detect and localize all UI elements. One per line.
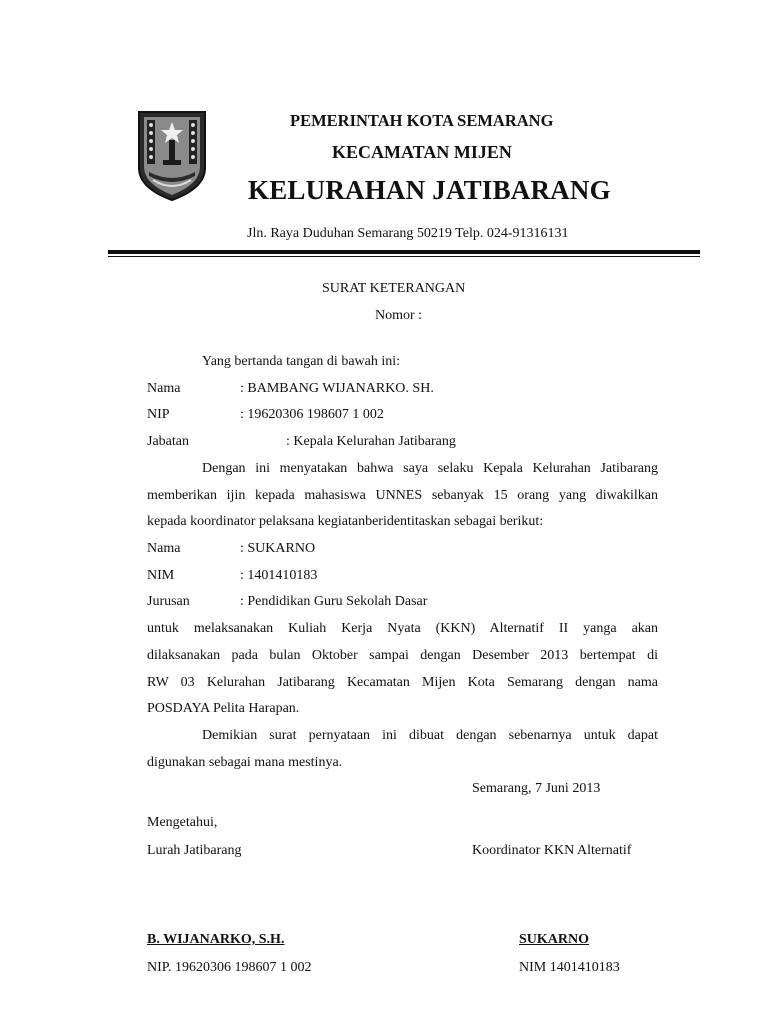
signer-nip-value: : 19620306 198607 1 002 [240,407,384,422]
paragraph-1-line-1: Dengan ini menyatakan bahwa saya selaku Kepala Kelurahan Jatibarang [202,461,658,476]
student-major-value: : Pendidikan Guru Sekolah Dasar [240,594,428,609]
letterhead-address: Jln. Raya Duduhan Semarang 50219 Telp. 024-91316131 [247,226,569,241]
student-nim-label: NIM [147,568,175,583]
student-nim-value: : 1401410183 [240,568,318,583]
left-signer-id: NIP. 19620306 198607 1 002 [147,960,312,975]
paragraph-3-line-1: Demikian surat pernyataan ini dibuat dengan sebenarnya untuk dapat [202,728,658,743]
document-title: SURAT KETERANGAN [322,281,466,296]
right-signer-id: NIM 1401410183 [519,960,620,975]
letterhead-divider-thin [108,256,700,257]
left-signer-name: B. WIJANARKO, S.H. [147,932,285,947]
student-name-value: : SUKARNO [240,541,316,556]
paragraph-1-line-3: kepada koordinator pelaksana kegiatanberidentitaskan sebagai berikut: [147,514,544,529]
paragraph-2-line-2: dilaksanakan pada bulan Oktober sampai dengan Desember 2013 bertempat di [147,648,658,663]
left-signer-title: Lurah Jatibarang [147,843,242,858]
acknowledged-label: Mengetahui, [147,815,218,830]
paragraph-2-line-4: POSDAYA Pelita Harapan. [147,701,300,716]
paragraph-3-line-2: digunakan sebagai mana mestinya. [147,755,343,770]
city-emblem-logo [137,110,207,202]
signer-name-value: : BAMBANG WIJANARKO. SH. [240,381,434,396]
signer-nip-label: NIP [147,407,170,422]
right-signer-name: SUKARNO [519,932,590,947]
student-name-label: Nama [147,541,181,556]
paragraph-2-line-3: RW 03 Kelurahan Jatibarang Kecamatan Mijen Kota Semarang dengan nama [147,675,658,690]
paragraph-2-line-1: untuk melaksanakan Kuliah Kerja Nyata (KKN) Alternatif II yanga akan [147,621,658,636]
signer-position-value: : Kepala Kelurahan Jatibarang [286,434,456,449]
letterhead-divider-thick [108,250,700,254]
letterhead-district: KECAMATAN MIJEN [332,142,512,162]
right-signer-title: Koordinator KKN Alternatif [472,843,632,858]
letterhead-village: KELURAHAN JATIBARANG [248,175,611,205]
student-major-label: Jurusan [147,594,190,609]
signer-name-label: Nama [147,381,181,396]
signer-position-label: Jabatan [147,434,189,449]
paragraph-1-line-2: memberikan ijin kepada mahasiswa UNNES sebanyak 15 orang yang diwakilkan [147,488,658,503]
opening-line: Yang bertanda tangan di bawah ini: [202,354,401,369]
letterhead-government: PEMERINTAH KOTA SEMARANG [290,111,554,130]
place-date: Semarang, 7 Juni 2013 [472,781,601,796]
document-number: Nomor : [375,308,423,323]
